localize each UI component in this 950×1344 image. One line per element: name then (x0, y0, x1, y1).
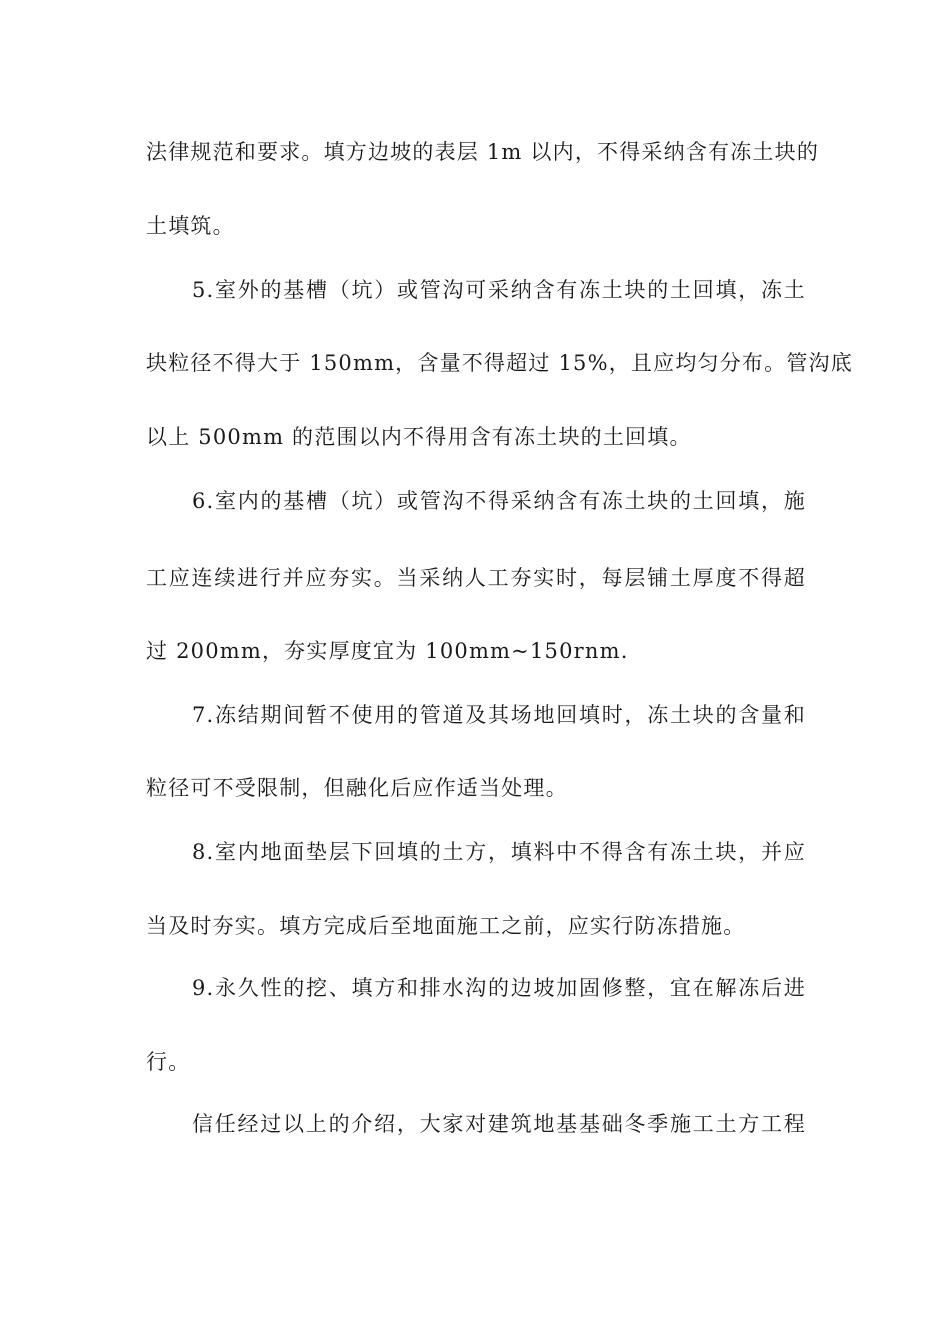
text-line: 工应连续进行并应夯实。当采纳人工夯实时，每层铺土厚度不得超 (146, 566, 806, 590)
text-line: 9.永久性的挖、填方和排水沟的边坡加固修整，宜在解冻后进 (192, 976, 806, 1000)
text-line: 7.冻结期间暂不使用的管道及其场地回填时，冻土块的含量和 (192, 703, 806, 727)
text-line: 粒径可不受限制，但融化后应作适当处理。 (146, 776, 568, 800)
text-line: 法律规范和要求。填方边坡的表层 1m 以内，不得采纳含有冻土块的 (146, 140, 820, 164)
text-line: 块粒径不得大于 150mm，含量不得超过 15%，且应均匀分布。管沟底 (146, 351, 853, 375)
text-line: 土填筑。 (146, 214, 235, 238)
text-line: 以上 500mm 的范围以内不得用含有冻土块的土回填。 (146, 425, 692, 449)
text-line: 6.室内的基槽（坑）或管沟不得采纳含有冻土块的土回填，施 (192, 489, 806, 513)
text-line: 过 200mm，夯实厚度宜为 100mm~150rnm. (146, 639, 629, 663)
text-line: 5.室外的基槽（坑）或管沟可采纳含有冻土块的土回填，冻土 (192, 278, 806, 302)
text-line: 行。 (146, 1050, 191, 1074)
text-line: 当及时夯实。填方完成后至地面施工之前，应实行防冻措施。 (146, 914, 746, 938)
text-line: 8.室内地面垫层下回填的土方，填料中不得含有冻土块，并应 (192, 840, 806, 864)
text-line: 信任经过以上的介绍，大家对建筑地基基础冬季施工土方工程 (192, 1112, 806, 1136)
